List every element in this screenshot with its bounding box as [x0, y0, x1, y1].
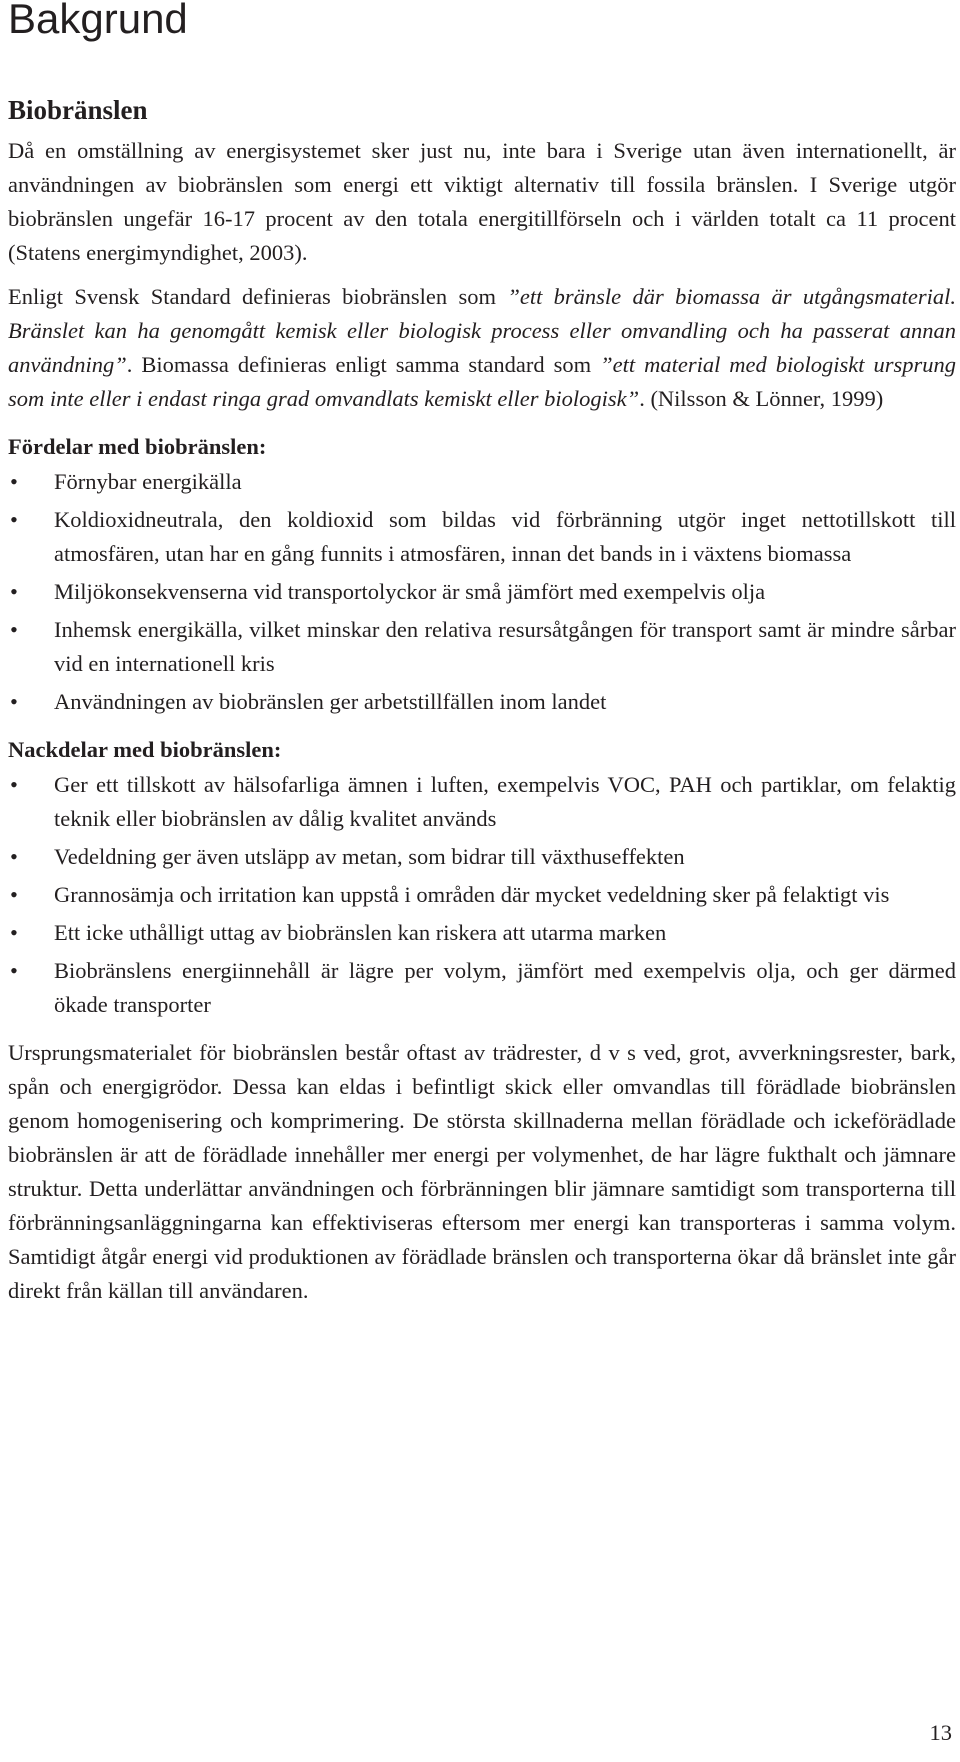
page-number: 13	[929, 1720, 952, 1745]
bullet-icon: •	[10, 772, 18, 797]
list-item-text: Förnybar energikälla	[54, 469, 242, 494]
bullet-icon: •	[10, 882, 18, 907]
bullet-icon: •	[10, 617, 18, 642]
list-item	[8, 916, 956, 950]
intro-paragraph: Då en omställning av energisystemet sker just nu, inte bara i Sverige utan även internationellt, är användningen av biobränslen som energi ett viktigt alternativ till fossila bränslen. I Sverige utgör biobränslen ungefär 16-17 procent av den totala energitillförseln och i världen totalt ca 11 procent (Statens energimyndighet, 2003).	[8, 138, 956, 265]
page-content	[8, 94, 956, 1318]
disadvantages-list	[8, 768, 956, 1022]
page-title: Bakgrund	[8, 0, 188, 42]
advantages-heading: Fördelar med biobränslen:	[8, 434, 267, 459]
definition-text-2: . Biomassa definieras enligt samma standard som	[126, 352, 601, 377]
list-item-text: Biobränslens energiinnehåll är lägre per volym, jämfört med exempelvis olja, och ger därmed ökade transporter	[54, 958, 956, 1017]
definition-text-1: Enligt Svensk Standard definieras biobränslen som	[8, 284, 508, 309]
bullet-icon: •	[10, 579, 18, 604]
definition-citation: . (Nilsson & Lönner, 1999)	[639, 386, 884, 411]
list-item	[8, 768, 956, 836]
bullet-icon: •	[10, 958, 18, 983]
definition-paragraph	[8, 280, 956, 416]
list-item-text: Användningen av biobränslen ger arbetstillfällen inom landet	[54, 689, 607, 714]
disadvantages-heading: Nackdelar med biobränslen:	[8, 737, 282, 762]
advantages-list	[8, 465, 956, 719]
list-item	[8, 465, 956, 499]
list-item-text: Ger ett tillskott av hälsofarliga ämnen i luften, exempelvis VOC, PAH och partiklar, om felaktig teknik eller biobränslen av dålig kvalitet används	[54, 772, 956, 831]
list-item	[8, 954, 956, 1022]
list-item	[8, 613, 956, 681]
bullet-icon: •	[10, 844, 18, 869]
list-item-text: Ett icke uthålligt uttag av biobränslen kan riskera att utarma marken	[54, 920, 667, 945]
definition-quote-biofuel: ”ett bränsle där biomassa är utgångsmaterial. Bränslet kan ha genomgått kemisk eller biologisk process eller omvandling och ha passerat annan användning”	[8, 284, 956, 377]
list-item	[8, 840, 956, 874]
list-item-text: Inhemsk energikälla, vilket minskar den relativa resursåtgången för transport samt är mindre sårbar vid en internationell kris	[54, 617, 956, 676]
list-item	[8, 685, 956, 719]
list-item-text: Miljökonsekvenserna vid transportolyckor är små jämfört med exempelvis olja	[54, 579, 766, 604]
list-item	[8, 503, 956, 571]
list-item-text: Vedeldning ger även utsläpp av metan, som bidrar till växthuseffekten	[54, 844, 685, 869]
definition-quote-biomass: ”ett material med biologiskt ursprung som inte eller i endast ringa grad omvandlats kemiskt eller biologisk”	[8, 352, 957, 411]
section-heading: Biobränslen	[8, 95, 148, 125]
list-item-text: Grannosämja och irritation kan uppstå i områden där mycket vedeldning sker på felaktigt vis	[54, 882, 890, 907]
list-item-text: Koldioxidneutrala, den koldioxid som bildas vid förbränning utgör inget nettotillskott till atmosfären, utan har en gång funnits i atmosfären, innan det bands in i växtens biomassa	[54, 507, 956, 566]
bullet-icon: •	[10, 920, 18, 945]
bullet-icon: •	[10, 507, 18, 532]
bullet-icon: •	[10, 469, 18, 494]
bullet-icon: •	[10, 689, 18, 714]
list-item	[8, 878, 956, 912]
closing-paragraph: Ursprungsmaterialet för biobränslen består oftast av trädrester, d v s ved, grot, avverkningsrester, bark, spån och energigrödor. Dessa kan eldas i befintligt skick eller omvandlas till förädlade biobränslen genom homogenisering och komprimering. De största skillnaderna mellan förädlade och ickeförädlade biobränslen är att de förädlade innehåller mer energi per volymenhet, de har lägre fukthalt och jämnare struktur. Detta underlättar användningen och förbränningen blir jämnare samtidigt som transporterna till förbränningsanläggningarna kan effektiviseras eftersom mer energi kan transporteras i samma volym. Samtidigt åtgår energi vid produktionen av förädlade bränslen och transporterna ökar då bränslet inte går direkt från källan till användaren.	[8, 1040, 956, 1303]
list-item	[8, 575, 956, 609]
